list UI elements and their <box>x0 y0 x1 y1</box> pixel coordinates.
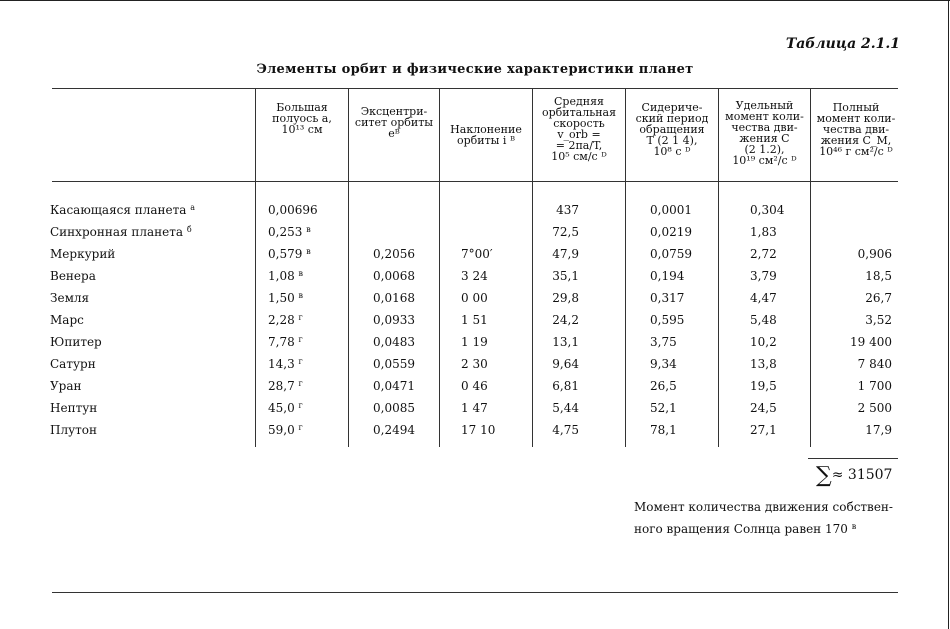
total-momentum-value: 19 400 <box>850 335 892 349</box>
period-value: 52,1 <box>650 401 677 415</box>
header-inclination: Наклонение орбиты i ᴮ <box>450 123 522 147</box>
header-semi-major-axis: Большая полуось a, 10¹³ см <box>272 101 332 136</box>
sum-value: 31507 <box>847 467 893 483</box>
approx-symbol: ≈ <box>831 467 844 483</box>
period-value: 0,0219 <box>650 225 692 239</box>
inclination-value: 1 19 <box>461 335 488 349</box>
planet-name: Меркурий <box>50 247 116 261</box>
planet-name: Марс <box>50 313 84 327</box>
planet-name: Синхронная планета $^б$ <box>50 225 192 239</box>
semi-major-axis-value: 7,78 $^г$ <box>268 335 303 349</box>
total-momentum-value: 26,7 <box>865 291 892 305</box>
velocity-value: 29,8 <box>552 291 579 305</box>
velocity-value: 35,1 <box>552 269 579 283</box>
semi-major-axis-value: 1,50 $^в$ <box>268 291 304 305</box>
semi-major-axis-value: 59,0 $^г$ <box>268 423 303 437</box>
inclination-value: 17 10 <box>461 423 496 437</box>
period-value: 9,34 <box>650 357 677 371</box>
total-momentum-value: 7 840 <box>857 357 892 371</box>
frame-top-border <box>0 0 950 1</box>
note-line-1: Момент количества движения собствен- <box>634 500 893 514</box>
semi-major-axis-value: 0,253 $^в$ <box>268 225 311 239</box>
header-total-angular-momentum: Полный момент коли- чества дви- жения C_M, 10⁴⁶ г см²/с ᴰ <box>816 101 896 158</box>
header-eccentricity: Эксцентри- ситет орбиты eᴮ <box>354 105 434 140</box>
header-orbital-velocity: Средняя орбитальная скорость v_orb = = 2πa/T, 10⁵ см/с ᴰ <box>541 95 617 163</box>
inclination-value: 1 51 <box>461 313 488 327</box>
planet-name: Сатурн <box>50 357 96 371</box>
period-value: 78,1 <box>650 423 677 437</box>
header-bottom-rule <box>52 181 898 182</box>
header-sidereal-period: Сидериче- ский период обращения T (2 1 4), 10⁸ с ᴰ <box>635 101 709 158</box>
eccentricity-value: 0,2056 <box>373 247 415 261</box>
inclination-value: 2 30 <box>461 357 488 371</box>
table-row <box>0 203 950 225</box>
table-row <box>0 269 950 291</box>
planet-name: Нептун <box>50 401 98 415</box>
eccentricity-value: 0,2494 <box>373 423 415 437</box>
planet-name: Земля <box>50 291 90 305</box>
inclination-value: 1 47 <box>461 401 488 415</box>
eccentricity-value: 0,0085 <box>373 401 415 415</box>
table-row <box>0 313 950 335</box>
table-row <box>0 401 950 423</box>
table-row <box>0 423 950 445</box>
semi-major-axis-value: 45,0 $^г$ <box>268 401 303 415</box>
table-label: Таблица 2.1.1 <box>785 36 900 52</box>
semi-major-axis-value: 0,579 $^в$ <box>268 247 311 261</box>
period-value: 0,0759 <box>650 247 692 261</box>
velocity-value: 24,2 <box>552 313 579 327</box>
period-value: 0,0001 <box>650 203 692 217</box>
sigma-symbol: ∑ <box>816 463 832 488</box>
specific-momentum-value: 27,1 <box>750 423 777 437</box>
total-momentum-value: 17,9 <box>865 423 892 437</box>
total-momentum-value: 2 500 <box>857 401 892 415</box>
semi-major-axis-value: 0,00696 <box>268 203 318 217</box>
period-value: 0,317 <box>650 291 685 305</box>
period-value: 26,5 <box>650 379 677 393</box>
specific-momentum-value: 0,304 <box>750 203 785 217</box>
table-row <box>0 247 950 269</box>
header-top-rule <box>52 88 898 89</box>
specific-momentum-value: 1,83 <box>750 225 777 239</box>
velocity-value: 13,1 <box>552 335 579 349</box>
eccentricity-value: 0,0068 <box>373 269 415 283</box>
inclination-value: 0 46 <box>461 379 488 393</box>
inclination-value: 3 24 <box>461 269 488 283</box>
total-momentum-value: 1 700 <box>857 379 892 393</box>
eccentricity-value: 0,0933 <box>373 313 415 327</box>
planet-name: Касающаяся планета $^а$ <box>50 203 196 217</box>
period-value: 0,595 <box>650 313 685 327</box>
velocity-value: 5,44 <box>552 401 579 415</box>
specific-momentum-value: 13,8 <box>750 357 777 371</box>
planet-name: Венера <box>50 269 96 283</box>
specific-momentum-value: 24,5 <box>750 401 777 415</box>
sun-momentum-note <box>634 496 893 540</box>
table-row <box>0 225 950 247</box>
velocity-value: 6,81 <box>552 379 579 393</box>
specific-momentum-value: 19,5 <box>750 379 777 393</box>
period-value: 0,194 <box>650 269 685 283</box>
momentum-sum <box>816 463 892 488</box>
inclination-value: 7°00′ <box>461 247 493 261</box>
eccentricity-value: 0,0471 <box>373 379 415 393</box>
table-row <box>0 335 950 357</box>
total-momentum-value: 3,52 <box>865 313 892 327</box>
table-bottom-rule <box>52 592 898 593</box>
velocity-value: 4,75 <box>552 423 579 437</box>
semi-major-axis-value: 14,3 $^г$ <box>268 357 303 371</box>
specific-momentum-value: 10,2 <box>750 335 777 349</box>
planet-name: Уран <box>50 379 82 393</box>
eccentricity-value: 0,0168 <box>373 291 415 305</box>
eccentricity-value: 0,0483 <box>373 335 415 349</box>
header-specific-angular-momentum: Удельный момент коли- чества дви- жения C (2 1.2), 10¹⁹ см²/с ᴰ <box>725 99 804 167</box>
inclination-value: 0 00 <box>461 291 488 305</box>
specific-momentum-value: 3,79 <box>750 269 777 283</box>
planet-name: Юпитер <box>50 335 102 349</box>
table-row <box>0 357 950 379</box>
total-momentum-value: 18,5 <box>865 269 892 283</box>
specific-momentum-value: 5,48 <box>750 313 777 327</box>
specific-momentum-value: 2,72 <box>750 247 777 261</box>
sum-rule <box>808 458 898 459</box>
note-line-2: ного вращения Солнца равен 170 $^в$ <box>634 522 857 536</box>
velocity-value: 9,64 <box>552 357 579 371</box>
velocity-value: 47,9 <box>552 247 579 261</box>
velocity-value: 72,5 <box>552 225 579 239</box>
planet-name: Плутон <box>50 423 98 437</box>
specific-momentum-value: 4,47 <box>750 291 777 305</box>
semi-major-axis-value: 1,08 $^в$ <box>268 269 304 283</box>
semi-major-axis-value: 2,28 $^г$ <box>268 313 303 327</box>
semi-major-axis-value: 28,7 $^г$ <box>268 379 303 393</box>
table-row <box>0 379 950 401</box>
table-row <box>0 291 950 313</box>
eccentricity-value: 0,0559 <box>373 357 415 371</box>
period-value: 3,75 <box>650 335 677 349</box>
total-momentum-value: 0,906 <box>857 247 892 261</box>
table-title: Элементы орбит и физические характеристики планет <box>256 62 694 77</box>
velocity-value: 437 <box>556 203 579 217</box>
